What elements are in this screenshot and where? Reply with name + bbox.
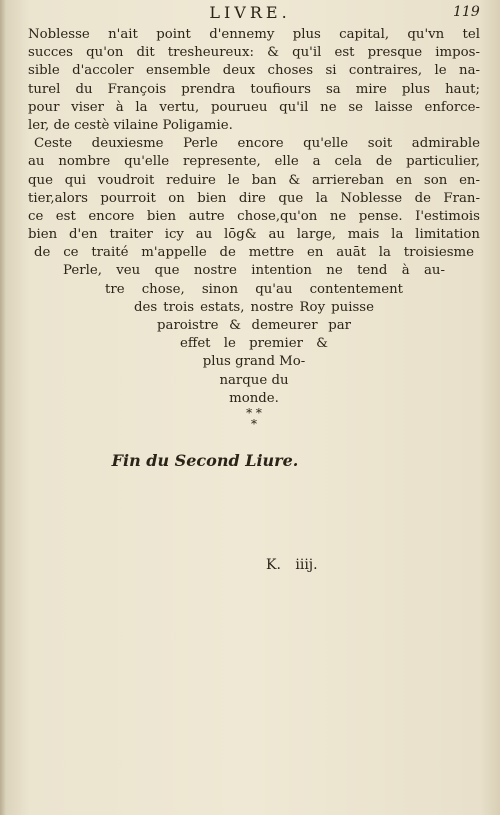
- text-line: tier,alors pourroit on bien dire que la Noblesse de Fran-: [28, 190, 480, 206]
- text-line: succes qu'on dit tresheureux: & qu'il est presque impos-: [28, 45, 480, 61]
- asterisk-ornament: [28, 405, 480, 431]
- text-line: de ce traité m'appelle de mettre en auāt la troisiesme: [34, 245, 474, 261]
- text-line: Ceste deuxiesme Perle encore qu'elle soit admirable: [34, 136, 480, 152]
- text-line: Noblesse n'ait point d'ennemy plus capital, qu'vn tel: [28, 27, 480, 42]
- text-line: bien d'en traiter icy au lōg& au large, mais la limitation: [28, 227, 480, 243]
- ornament-star-bottom: *: [251, 416, 257, 431]
- text-line: ler, de cestè vilaine Poligamie.: [28, 117, 233, 133]
- text-line: narque du: [219, 372, 289, 388]
- closing-line: Fin du Second Liure.: [111, 451, 299, 470]
- text-line: plus grand Mo-: [202, 354, 306, 370]
- body-text: [28, 26, 480, 430]
- text-line: des trois estats, nostre Roy puisse: [134, 299, 374, 315]
- text-line: pour viser à la vertu, pourueu qu'il ne se laisse enforce-: [28, 99, 480, 115]
- text-line: sible d'accoler ensemble deux choses si contraires, le na-: [28, 63, 480, 79]
- text-line: paroistre & demeurer par: [157, 318, 351, 333]
- page-number: 119: [453, 4, 480, 20]
- gutter-shadow: [0, 0, 6, 815]
- running-title: LIVRE.: [209, 3, 291, 22]
- text-line: turel du François prendra toufiours sa mire plus haut;: [28, 81, 480, 97]
- text-line: tre chose, sinon qu'au contentement: [105, 281, 403, 297]
- text-line: que qui voudroit reduire le ban & arriereban en son en-: [28, 172, 480, 188]
- text-line: au nombre qu'elle represente, elle a cela de particulier,: [28, 154, 480, 170]
- text-line: effet le premier &: [180, 336, 328, 352]
- text-line: ce est encore bien autre chose,qu'on ne pense. I'estimois: [28, 208, 480, 224]
- text-line: monde.: [229, 390, 279, 406]
- ornament-stars-top: * *: [246, 405, 262, 420]
- signature-mark: K. iiij.: [266, 557, 318, 573]
- text-line: Perle, veu que nostre intention ne tend à au-: [63, 263, 445, 279]
